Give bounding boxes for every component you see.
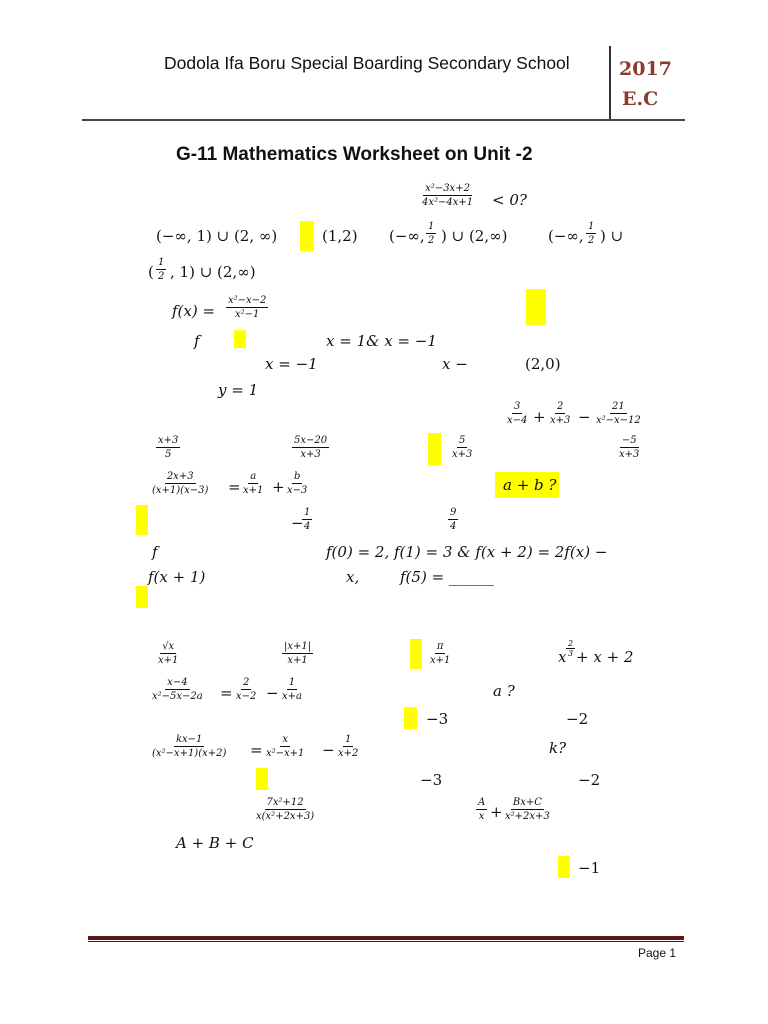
q9-sum: A + B + C	[176, 834, 254, 852]
q4-plus: +	[272, 478, 285, 496]
q1-option-c-half: $\frac{1}{2}$	[428, 221, 435, 246]
answer-highlight-q4b	[136, 505, 148, 535]
q9-plus: +	[490, 803, 503, 821]
q7-term-a: $\frac{2}{x-2}$	[236, 677, 257, 702]
worksheet-title: G-11 Mathematics Worksheet on Unit -2	[176, 144, 533, 165]
answer-highlight-q6	[410, 639, 422, 669]
header-divider-horizontal	[82, 119, 685, 121]
answer-highlight-q2a	[526, 289, 546, 325]
q8-option-a: −3	[420, 771, 443, 789]
q6-option-b: $\frac{|x+1|}{x+1}$	[284, 641, 312, 666]
q2-function: f(x) =	[172, 302, 216, 320]
answer-highlight-q5	[136, 586, 148, 608]
q6-option-a: $\frac{√x}{x+1}$	[158, 641, 179, 666]
q2-asymptotes: x = 1& x = −1	[326, 332, 437, 350]
q1-option-d2-half: $\frac{1}{2}$	[158, 257, 165, 282]
q1-option-d-left: (−∞,	[548, 227, 584, 245]
q7-option-b: −2	[566, 710, 589, 728]
q6-option-d-exponent: $\frac{2}{3}$	[568, 639, 574, 658]
q4-term-a: $\frac{a}{x+1}$	[243, 471, 264, 496]
q4-equals: =	[228, 478, 241, 496]
q8-option-b: −2	[578, 771, 601, 789]
q3-term-b: $\frac{2}{x+3}$	[550, 401, 571, 426]
header-divider-vertical	[609, 46, 611, 120]
q3-option-b: $\frac{5x-20}{x+3}$	[294, 435, 328, 460]
q2-x-minus-one: x = −1	[265, 355, 318, 373]
school-name: Dodola Ifa Boru Special Boarding Secondary School	[164, 53, 570, 73]
year-label: 2017	[619, 58, 672, 80]
q2-x-dash: x −	[442, 355, 468, 373]
q4-term-b: $\frac{b}{x-3}$	[287, 471, 308, 496]
q1-option-d2-open: (	[148, 263, 154, 281]
q1-option-c-left: (−∞,	[389, 227, 425, 245]
calendar-label: E.C	[622, 88, 659, 110]
answer-highlight-q2b	[234, 330, 246, 348]
q9-term-b: $\frac{Bx+C}{\text{x²+2x+3}}$	[505, 797, 550, 822]
q5-x: x,	[346, 568, 360, 586]
q2-f: f	[194, 332, 200, 350]
q1-option-d-right: ) ∪	[600, 227, 624, 245]
footer-rule	[88, 936, 684, 940]
page-number: Page 1	[638, 946, 677, 960]
q7-term-b: $\frac{1}{x+a}$	[282, 677, 302, 702]
q1-option-b: (1,2)	[322, 227, 358, 245]
q5-rule: f(0) = 2, f(1) = 3 & f(x + 2) = 2f(x) −	[326, 543, 608, 561]
q6-option-d-tail: + x + 2	[576, 648, 634, 666]
q7-option-a: −3	[426, 710, 449, 728]
q9-term-a: $\frac{A}{x}$	[478, 797, 486, 822]
q7-equals: =	[220, 684, 233, 702]
q7-left-fraction: $\frac{x-4}{\text{x²−5x−2a}}$	[152, 677, 203, 702]
q8-left-fraction: $\frac{kx-1}{\text{(x²−x+1)(x+2)}}$	[152, 734, 227, 759]
q4-neg-sign: −	[291, 514, 304, 532]
q3-term-a: $\frac{3}{x-4}$	[507, 401, 528, 426]
q8-minus: −	[322, 741, 335, 759]
q2-fraction: $\frac{\text{x²−x−2}}{\text{x²−1}}$	[228, 295, 267, 320]
q4-question: a + b ?	[503, 476, 557, 494]
q5-blank: f(5) = ______	[400, 568, 494, 586]
q7-minus: −	[266, 684, 279, 702]
q8-term-a: $\frac{x}{\text{x²−x+1}}$	[266, 734, 305, 759]
q3-plus: +	[533, 408, 546, 426]
q4-left-fraction: $\frac{2x+3}{(x+1)(x-3)}$	[152, 471, 209, 496]
q3-option-a: $\frac{x+3}{5}$	[158, 435, 179, 460]
q9-left-fraction: $\frac{\text{7x²+12}}{\text{x(x²+2x+3)}}$	[256, 797, 315, 822]
answer-highlight-q3	[428, 433, 441, 465]
q1-fraction: $\frac{\text{x²−3x+2}}{\text{4x²−4x+1}}$	[422, 183, 474, 208]
q5-f: f	[152, 543, 158, 561]
q3-minus: −	[578, 408, 591, 426]
q4-option-a: $\frac{1}{4}$	[304, 507, 311, 532]
q2-point: (2,0)	[525, 355, 561, 373]
q5-rule-continued: f(x + 1)	[148, 568, 206, 586]
q1-option-a: (−∞, 1) ∪ (2, ∞)	[156, 227, 278, 245]
q2-y-one: y = 1	[218, 381, 259, 399]
q9-option: −1	[578, 859, 601, 877]
q1-option-c-right: ) ∪ (2,∞)	[441, 227, 508, 245]
answer-highlight-q1	[300, 221, 314, 251]
q1-option-d-half: $\frac{1}{2}$	[588, 221, 595, 246]
q6-option-c: $\frac{\pi}{x+1}$	[430, 641, 451, 666]
answer-highlight-q9	[558, 856, 570, 878]
q8-term-b: $\frac{1}{x+2}$	[338, 734, 359, 759]
q3-option-d: $\frac{-5}{x+3}$	[619, 435, 640, 460]
q3-term-c: $\frac{21}{\text{x²−x−12}}$	[596, 401, 641, 426]
q3-option-c: $\frac{5}{x+3}$	[452, 435, 473, 460]
answer-highlight-q8	[256, 768, 268, 790]
q7-question: a ?	[493, 682, 515, 700]
q6-option-d-base: x	[558, 648, 567, 666]
footer-rule-thin	[88, 941, 684, 942]
q8-equals: =	[250, 741, 263, 759]
answer-highlight-q7	[404, 707, 417, 729]
q8-question: k?	[549, 739, 567, 757]
q4-option-b: $\frac{9}{4}$	[450, 507, 457, 532]
q1-inequality-tail: < 0?	[492, 191, 527, 209]
q1-option-d2-right: , 1) ∪ (2,∞)	[170, 263, 256, 281]
